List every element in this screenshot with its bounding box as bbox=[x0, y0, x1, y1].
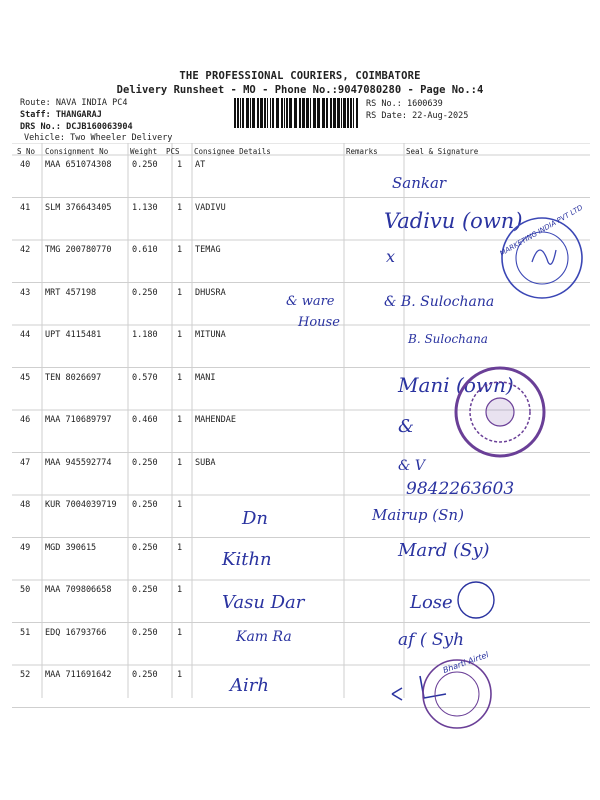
hw-r45-signature: Mani (own) bbox=[398, 373, 514, 397]
weight-cell: 0.250 bbox=[132, 287, 158, 298]
consignment-cell: MAA 709806658 bbox=[45, 585, 112, 595]
weight-cell: 0.610 bbox=[132, 245, 158, 255]
hw-r51-name: Kam Ra bbox=[236, 629, 292, 645]
pcs-cell: 1 bbox=[177, 670, 183, 680]
hw-r49-name: Kithn bbox=[222, 549, 272, 570]
rs-date-label: RS Date: bbox=[366, 111, 407, 121]
hw-r43-signature: & B. Sulochana bbox=[384, 294, 495, 310]
route-label: Route: bbox=[20, 98, 51, 108]
consignee-cell: AT bbox=[195, 160, 206, 170]
sno-cell: 44 bbox=[20, 330, 31, 340]
hw-r47-phone: 9842263603 bbox=[406, 479, 515, 499]
consignee-cell: MANI bbox=[195, 372, 216, 383]
weight-cell: 0.460 bbox=[132, 415, 158, 425]
rs-date-value: 22-Aug-2025 bbox=[412, 111, 469, 121]
hw-r43-remark-1: & ware bbox=[286, 294, 335, 309]
vehicle-label: Vehicle: bbox=[24, 133, 65, 143]
weight-cell: 0.250 bbox=[132, 160, 158, 170]
weight-cell: 0.250 bbox=[132, 500, 158, 510]
rs-number-label: RS No.: bbox=[366, 99, 402, 109]
sno-cell: 43 bbox=[20, 287, 31, 298]
pcs-cell: 1 bbox=[177, 245, 183, 255]
hw-r42-signature: x bbox=[386, 247, 396, 266]
hw-r50-circle-mark bbox=[458, 582, 494, 618]
weight-cell: 0.250 bbox=[132, 542, 158, 553]
sno-cell: 48 bbox=[20, 500, 31, 510]
hw-r48-name: Dn bbox=[242, 508, 269, 529]
sno-cell: 46 bbox=[20, 415, 31, 425]
pcs-cell: 1 bbox=[177, 457, 183, 468]
pcs-cell: 1 bbox=[177, 160, 183, 170]
sno-cell: 52 bbox=[20, 670, 31, 680]
sno-cell: 50 bbox=[20, 585, 31, 595]
hw-r41-signature: Vadivu (own) bbox=[384, 209, 523, 233]
col-seal-signature: Seal & Signature bbox=[406, 147, 479, 156]
hw-r49-signature: Mard (Sy) bbox=[398, 540, 490, 561]
vehicle-value: Two Wheeler Delivery bbox=[70, 133, 173, 143]
consignee-cell: MAHENDAE bbox=[195, 415, 236, 425]
hw-r40-signature: Sankar bbox=[392, 174, 447, 192]
consignment-cell: KUR 7004039719 bbox=[45, 500, 117, 510]
rs-number-value: 1600639 bbox=[406, 99, 443, 109]
route-value: NAVA INDIA PC4 bbox=[55, 98, 128, 108]
consignee-cell: VADIVU bbox=[195, 202, 226, 213]
consignment-cell: EDQ 16793766 bbox=[45, 627, 107, 638]
consignment-cell: MAA 945592774 bbox=[45, 457, 112, 468]
pcs-cell: 1 bbox=[177, 330, 183, 340]
weight-cell: 0.250 bbox=[132, 670, 158, 680]
runsheet-subtitle: Delivery Runsheet - MO - Phone No.:9047080280 - Page No.:4 bbox=[116, 84, 484, 96]
hw-r51-signature: af ( Syh bbox=[398, 630, 465, 650]
drs-label: DRS No.: bbox=[20, 122, 61, 132]
bharti-airtel-stamp bbox=[423, 650, 491, 728]
consignee-cell: DHUSRA bbox=[195, 287, 226, 298]
drs-value: DCJB160063904 bbox=[66, 122, 133, 132]
col-pcs: PCS bbox=[166, 147, 180, 156]
pcs-cell: 1 bbox=[177, 542, 183, 553]
weight-cell: 0.570 bbox=[132, 372, 158, 383]
pcs-cell: 1 bbox=[177, 415, 183, 425]
hw-r50-name: Vasu Dar bbox=[222, 592, 305, 613]
staff-value: THANGARAJ bbox=[55, 110, 102, 120]
hw-r47-signature: & V bbox=[398, 458, 426, 474]
pcs-cell: 1 bbox=[177, 202, 183, 213]
hw-r52-name: Airh bbox=[230, 675, 269, 696]
col-consignee: Consignee Details bbox=[194, 147, 271, 156]
pcs-cell: 1 bbox=[177, 372, 183, 383]
hw-r46-signature: & bbox=[398, 416, 415, 437]
sno-cell: 41 bbox=[20, 202, 31, 213]
weight-cell: 0.250 bbox=[132, 457, 158, 468]
bharti-airtel-stamp-text: Bharti Airtel bbox=[441, 650, 490, 676]
weight-cell: 1.130 bbox=[132, 202, 158, 213]
pcs-cell: 1 bbox=[177, 500, 183, 510]
consignment-cell: MRT 457198 bbox=[45, 287, 97, 298]
col-consignment: Consignment No bbox=[45, 147, 109, 156]
consignment-cell: UPT 4115481 bbox=[45, 330, 102, 340]
marketing-stamp-text: MARKETING INDIA PVT LTD bbox=[498, 203, 585, 258]
pcs-cell: 1 bbox=[177, 627, 183, 638]
consignee-cell: MITUNA bbox=[195, 330, 226, 340]
weight-cell: 1.180 bbox=[132, 330, 158, 340]
sno-cell: 45 bbox=[20, 372, 31, 383]
sno-cell: 42 bbox=[20, 245, 31, 255]
consignment-cell: MAA 710689797 bbox=[45, 415, 112, 425]
consignment-cell: TEN 8026697 bbox=[45, 372, 102, 383]
pcs-cell: 1 bbox=[177, 585, 183, 595]
consignment-cell: TMG 200780770 bbox=[45, 245, 112, 255]
sno-cell: 51 bbox=[20, 627, 31, 638]
sno-cell: 49 bbox=[20, 542, 31, 553]
hw-r52-signature-mark bbox=[392, 676, 446, 700]
staff-label: Staff: bbox=[20, 110, 51, 120]
consignment-cell: SLM 376643405 bbox=[45, 202, 112, 213]
runsheet-title: THE PROFESSIONAL COURIERS, COIMBATORE bbox=[179, 70, 421, 82]
hw-r44-signature: B. Sulochana bbox=[408, 332, 488, 346]
consignee-cell: SUBA bbox=[195, 457, 216, 468]
hw-r48-signature: Mairup (Sn) bbox=[372, 506, 464, 524]
col-remarks: Remarks bbox=[346, 147, 378, 156]
consignee-cell: TEMAG bbox=[195, 245, 221, 255]
col-sno: S No bbox=[17, 147, 36, 156]
hw-r43-remark-2: House bbox=[298, 315, 340, 330]
weight-cell: 0.250 bbox=[132, 627, 158, 638]
pcs-cell: 1 bbox=[177, 287, 183, 298]
consignment-cell: MAA 711691642 bbox=[45, 670, 112, 680]
consignment-cell: MGD 390615 bbox=[45, 542, 97, 553]
col-weight: Weight bbox=[130, 147, 158, 156]
sno-cell: 40 bbox=[20, 160, 31, 170]
hw-r50-signature: Lose bbox=[410, 592, 453, 613]
weight-cell: 0.250 bbox=[132, 585, 158, 595]
sno-cell: 47 bbox=[20, 457, 31, 468]
consignment-cell: MAA 651074308 bbox=[45, 160, 112, 170]
